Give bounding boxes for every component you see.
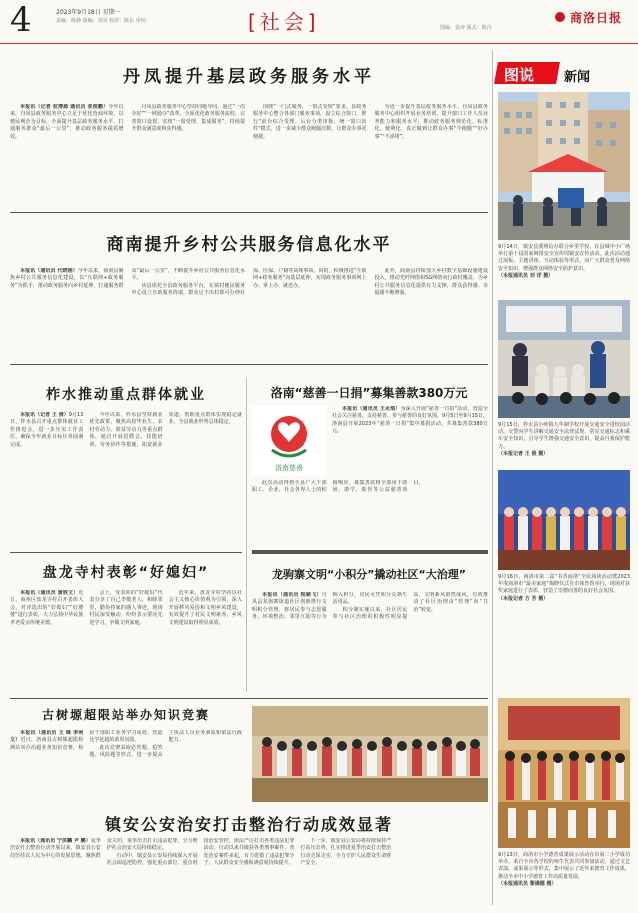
article7-headline: 古树塬超限站举办知识竞赛	[41, 708, 210, 722]
editors-left: 责编：陈静 版编：刘亮 校对：陈东 审校：	[56, 18, 151, 24]
divider	[10, 698, 488, 699]
photo-traffic-safety-class	[498, 300, 630, 418]
article8-body: 本报讯（通讯员 宁洪麟 尹 鹏）夏季治安打击整治行动开展以来，镇安县公安局坚持以人民为中心的发展思想，聚焦群众关切，重拳出击打击违法犯罪，全力维护社会治安大局持续稳定。 行动中，镇安县公安局持续深入开展社会面巡逻防控，强化重点部位、重点时段治安管控，依法严厉打击各类违法犯罪活动，行动以来共破获各类刑事案件、查处治安案件多起，有力震慑了违法犯罪分子，人民群众安全感和满意度持续提升。 下一步，镇安县公安局将持续保持严打高压态势，扎实推进夏季治安打击整治行动走深走实，全力守护人民群众生命财产安全。	[10, 838, 392, 867]
photo-best-family-ceremony	[498, 470, 630, 570]
paper-name: 商洛日报	[570, 11, 623, 25]
article3-byline: 本报讯（记者 王 倩）	[20, 412, 69, 418]
editors-right: 图编：姜涛 版式：陈丹	[440, 25, 492, 31]
photo2-caption: 9月15日，柞水县小岭镇九年制学校开展交通安全进校园活动。交警向学生讲解交通安全法律法规、常见交通标志和乘车安全知识，引导学生增强交通安全意识，提高自我保护能力。 （本报记者 王 俊 摄）	[498, 422, 630, 457]
charity-logo	[252, 406, 326, 476]
divider	[252, 550, 488, 554]
article2-headline: 商南提升乡村公共服务信息化水平	[106, 235, 392, 255]
divider	[10, 552, 242, 553]
article5-headline: 盘龙寺村表彰“好媳妇”	[42, 565, 210, 581]
article6-headline: 龙驹寨文明“小积分”撬动社区“大治理”	[272, 568, 466, 581]
article8-byline: 本报讯（通讯员 宁洪麟 尹 鹏）	[20, 838, 91, 844]
article2-body: 本报讯（通讯员 代晓刚）今年以来，商南县聚焦乡村公共服务信息化建设，以“互联网+政务服务”为抓手，推动政务服务向乡村延伸，打通服务群众“最后一公里”，不断提升乡村公共服务信息化水平。 该县依托全县政务服务平台，在镇村便民服务中心设立自助服务终端，群众足不出村即可办理社保、医保、户籍等高频事项。同时，积极推进“互联网+政务服务”向基层延伸，实现政务服务事项网上办、掌上办、就近办。 此外，商南县持续加大乡村数字基础设施建设投入，推动光纤网络和5G网络向行政村覆盖，为乡村公共服务信息化提供有力支撑，群众获得感、幸福感不断增强。	[10, 268, 488, 297]
paper-logo-icon	[555, 12, 565, 22]
charity-logo-text: 洛南慈善	[275, 464, 303, 472]
article1-headline: 丹凤提升基层政务服务水平	[123, 67, 375, 87]
photo-cybersecurity-event	[498, 92, 630, 240]
page-number: 4	[10, 0, 32, 40]
article7-byline: 本报讯（通讯员 王 锋 李利文）	[10, 730, 84, 744]
article6-body: 本报讯（通讯员 程颖飞）丹凤县龙驹寨街道社区创新推行文明积分管理，将居民参与志愿服务、环境整治、邻里互助等行为纳入积分，居民可凭积分兑换生活用品。 积分制实施以来，社区居民参与社区治理的积极性明显提高，文明新风蔚然成风，有效推动了社区治理由“管理”向“共治”转变。	[252, 592, 488, 621]
masthead	[0, 0, 638, 44]
article1-byline: 本报讯（记者 杭博源 通讯员 张俊鹏）	[20, 104, 109, 110]
article4-headline: 洛南“慈善一日捐”募集善款380万元	[270, 386, 468, 400]
article5-body: 本报讯（通讯员 黄胜文）近日，商州区盘龙寺村召开表彰大会，对评选出的“好媳妇”“好婆婆”进行表彰，大力弘扬中华民族孝老爱亲传统美德。 会上，受表彰的“好媳妇”代表分享了自己孝敬老人、和睦邻里、勤俭持家的感人事迹，现场村民深受触动，纷纷表示要向先进学习，争做文明家庭。 近年来，盘龙寺村坚持以社会主义核心价值观为引领，深入开展移风易俗和文明乡风建设，有效提升了村民文明素养，乡风文明建设取得明显成效。	[10, 590, 242, 626]
column-divider	[246, 378, 247, 692]
divider	[10, 364, 488, 365]
photo1-caption: 9月14日，镇安县委网信办联合乡里学校，在县城中小广场举行第十届国家网络安全宣传周镇安宣传活动。此次活动通过展板、主题讲座、互动体验等形式，向广大群众普及网络安全知识，增强群众网络安全防护意识。 （本报通讯员 刘 洋 摄）	[498, 244, 630, 279]
section-title: [社会]	[248, 10, 320, 34]
article4-byline: 本报讯（通讯员 王永琪）	[342, 406, 401, 412]
article8-headline: 镇安公安治安打击整治行动成效显著	[104, 815, 393, 834]
column-divider	[492, 50, 493, 905]
article2-byline: 本报讯（通讯员 代晓刚）	[20, 268, 78, 274]
photo4-caption: 9月13日，商洛市小学德育成果展示活动在市第二小学成功举办。来自全市各学校的师生代表共同参加活动，通过文艺表演、成果展示等形式，集中展示了近年来德育工作成果，推动全市中小学德育工作高质量发展。 （本报通讯员 黎满德 摄）	[498, 852, 630, 887]
photo-news-tag: 图说 新闻	[496, 58, 608, 86]
article7-body: 本报讯（通讯员 王 锋 李利文）近日，洛南县古树塬超限检测站举办治超业务知识竞赛，检验干部职工业务学习成效，营造比学赶超的浓厚氛围。 此次竞赛采取必答题、抢答题、风险题等形式，进一步提高了执法人员业务素质和依法行政能力。	[10, 730, 242, 759]
article6-byline: 本报讯（通讯员 程颖飞）	[262, 592, 322, 598]
article4-body-bottom: 此次活动得到全县广大干部职工、企业、社会各界人士的积极响应，募集善款将全部用于助困、助学、助医等公益慈善项目。	[252, 480, 424, 494]
article1-body: 本报讯（记者 杭博源 通讯员 张俊鹏）今年以来，丹凤县政务服务中心立足于优化营商环境，以便民利企为目标，全面提升基层政务服务水平，打通服务群众“最后一公里”，推动政务服务提质增效。 丹凤县政务服务中心坚持问题导向，通过“一次办好”“一网通办”改革，全面优化政务服务流程，完善窗口设置，实现“一窗受理、集成服务”，持续提升群众满意度和获得感。 围绕“一门式服务、一窗式受理”要求，县政务服务中心整合各部门服务事项，设立综合窗口，推行“前台综合受理、后台分类审批、统一窗口出件”模式，进一步减少群众跑腿次数，让群众办事更便捷。 为进一步提升基层政务服务水平，丹凤县政务服务中心组织开展业务培训，提升窗口工作人员业务能力和服务水平，推动政务服务规范化、标准化、便利化，真正做到让群众办事“少跑腿”“好办事”“不添堵”。	[10, 104, 488, 140]
photo3-caption: 9月16日，商洛市第二届“书香商洛”全民阅读活动暨2023年度商洛市“最美家庭”揭晓仪式在市体育馆举行，现场对获奖家庭进行了表彰，营造了崇德向善的良好社会氛围。 （本报记者 方 芳 摄）	[498, 574, 630, 602]
article3-body: 本报讯（记者 王 倩）9月13日，柞水县召开重点群体就业工作推进会，进一步压实工作责任，确保全年就业目标任务圆满完成。 今年以来，柞水县坚持就业优先政策，聚焦高校毕业生、农村劳动力、脱贫劳动力等重点群体，通过开展招聘会、技能培训、劳务协作等措施，拓宽就业渠道，帮助重点群体实现稳定就业，全县就业形势总体稳定。	[10, 412, 242, 448]
photo-schoolchildren	[252, 706, 488, 802]
issue-date: 2023年9月18日 星期一	[56, 9, 121, 16]
photo-school-moral-education	[498, 698, 630, 848]
article3-headline: 柞水推动重点群体就业	[46, 387, 206, 403]
divider	[10, 212, 488, 213]
article4-body-top: 本报讯（通讯员 王永琪）为深入开展“慈善一日捐”活动，营造全社会关注慈善、支持慈善、参与慈善的良好氛围，9月5日至9月15日，洛南县开展2023年“慈善一日捐”集中募捐活动，共募集善款380万元。	[332, 406, 488, 435]
article5-byline: 本报讯（通讯员 黄胜文）	[20, 590, 79, 596]
